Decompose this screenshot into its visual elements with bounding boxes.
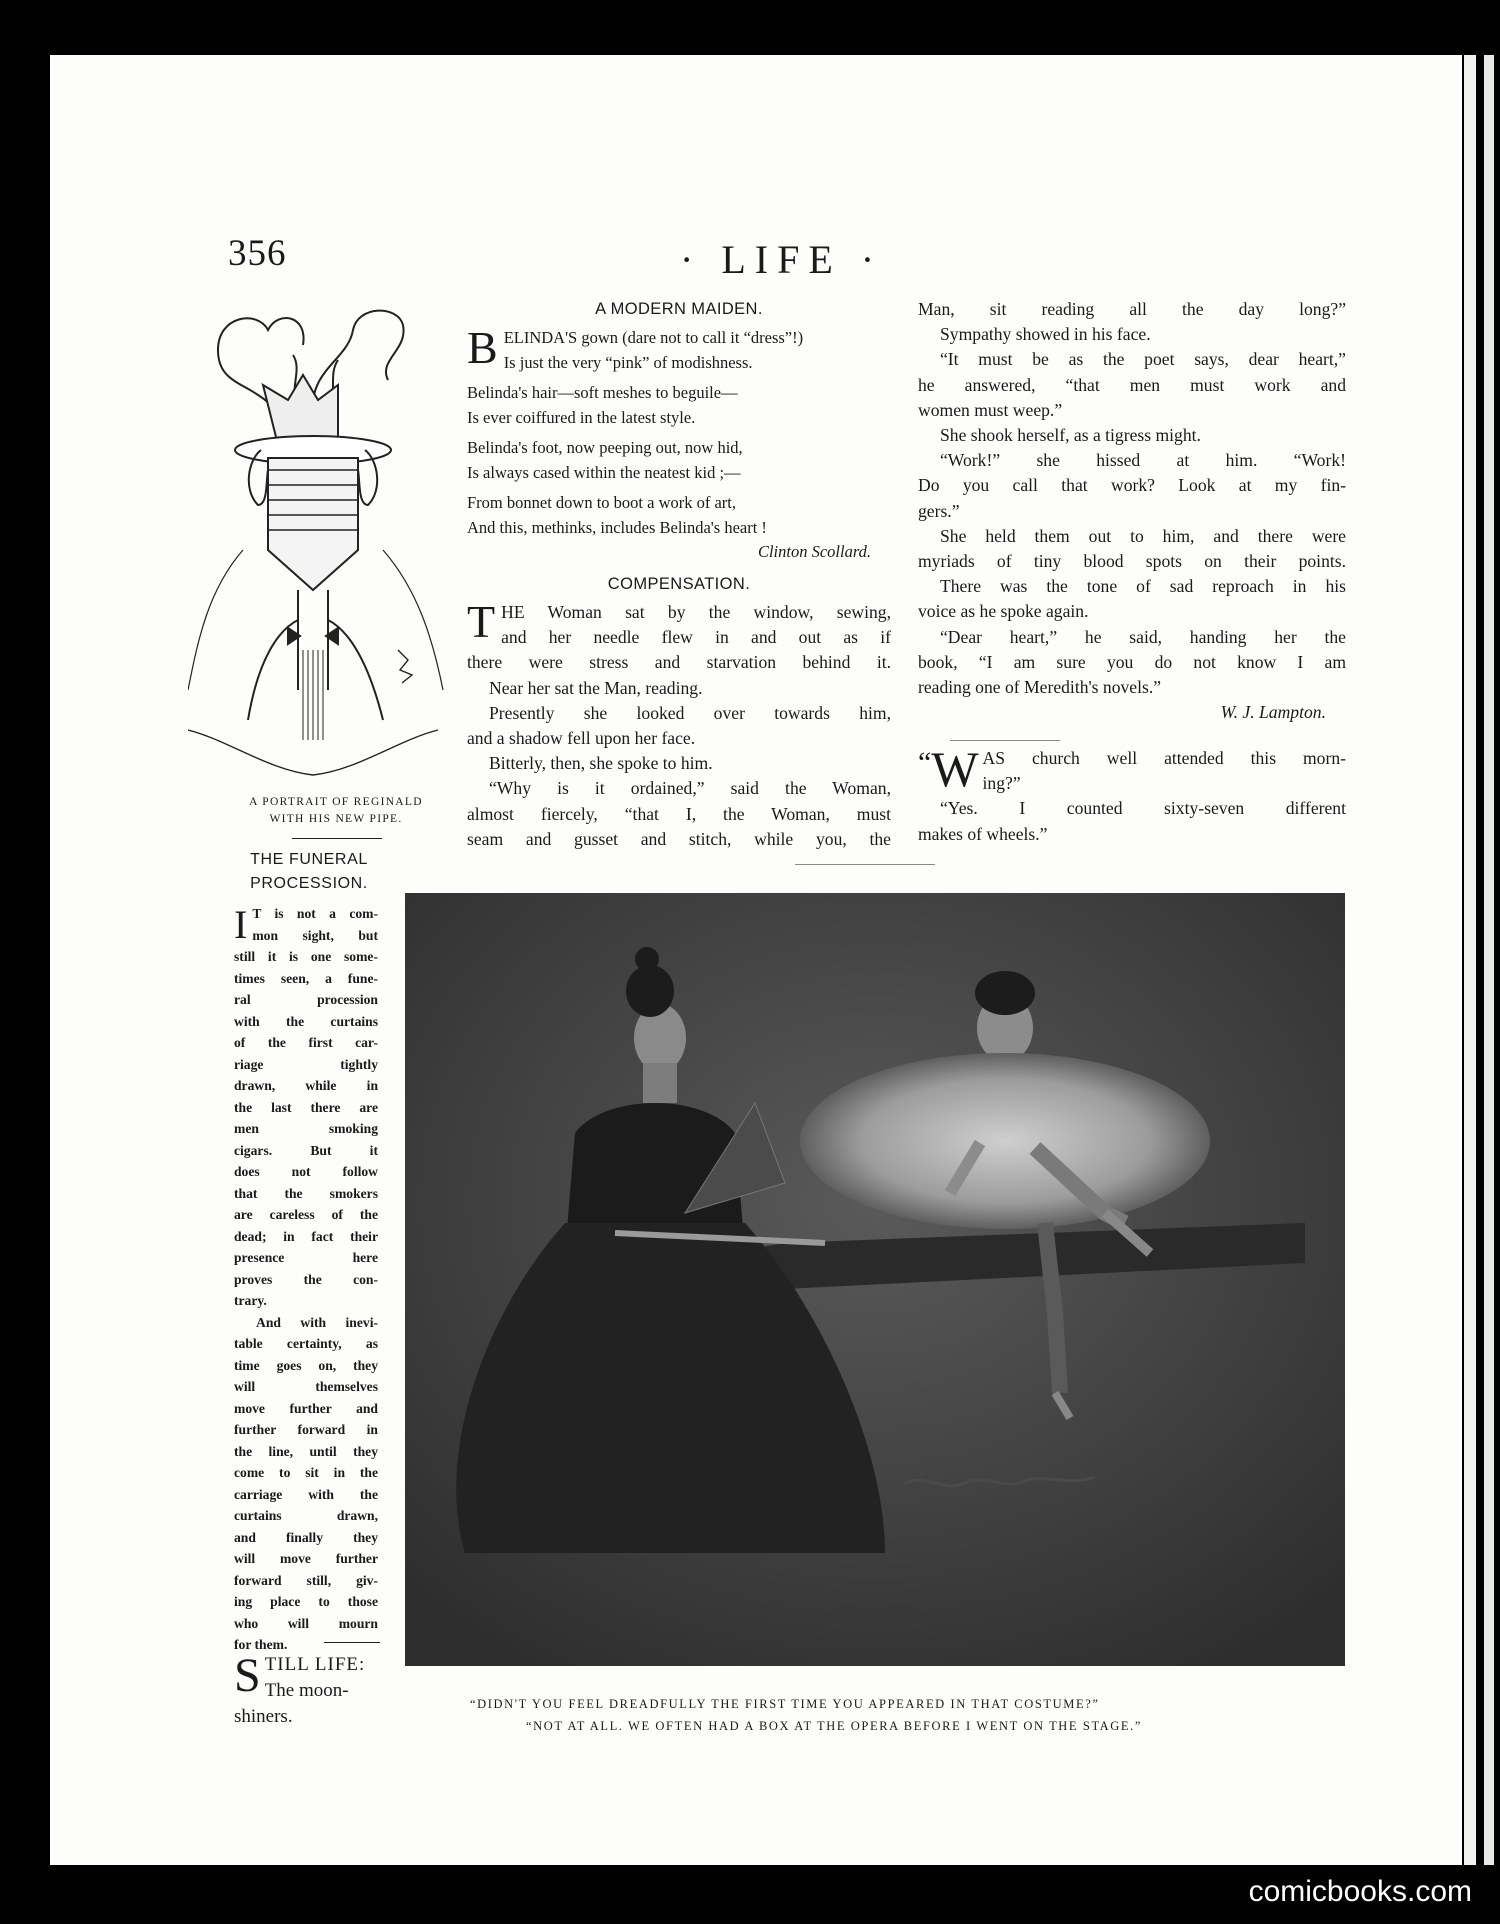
drop-cap: I	[234, 902, 248, 947]
masthead: · LIFE ·	[680, 237, 884, 282]
maiden-author: Clinton Scollard.	[757, 542, 871, 561]
compensation-title: COMPENSATION.	[607, 575, 751, 593]
drop-cap: S	[234, 1649, 261, 1702]
reginald-caption: A PORTRAIT OF REGINALD WITH HIS NEW PIPE.	[249, 796, 423, 825]
modern-maiden-poem: B ELINDA'S gown (dare not to call it “dress”!) Is just the very “pink” of modishness. Belinda's hair—soft meshes to beguile— Is ever coiffured in the latest style. Belinda's foot, now peeping out, now hid, Is always cased within the neatest kid ;— From bonnet down to boot a work of art, And this, methinks, includes Belinda's heart ! Clinton Scollard.	[467, 326, 891, 565]
divider	[292, 838, 382, 839]
funeral-article: I T is not a com- mon sight, but still it is one some- times seen, a fune- ral procession with the curtains of the first car- riage tightly drawn, while in the last there are men smoking cigars. But it does not follow that the smokers are careless of the dead; in fact their presence here proves the con- trary. And with inevi- table certainty, as time goes on, they will themselves move further and further forward in the line, until they come to sit in the carriage with the curtains drawn, and finally they will move further forward still, giv- ing place to those who will mourn for them.	[234, 902, 378, 1652]
compensation-col1: T HE Woman sat by the window, sewing, and her needle flew in and out as if there were stress and starvation behind it. Near her sat the Man, reading. Presently she looked over towards him, and a shadow fell upon her face. Bitterly, then, she spoke to him. “Why is it ordained,” said the Woman, almost fiercely, “that I, the Woman, must seam and gusset and stitch, while you, the	[467, 596, 891, 849]
compensation-col2: Man, sit reading all the day long?” Sympathy showed in his face. “It must be as the poet says, dear heart,” he answered, “that men must work and women must weep.” She shook herself, as a tigress might. “Work!” she hissed at him. “Work! Do you call that work? Look at my fin- gers.” She held them out to him, and there were myriads of tiny blood spots on their points. There was the tone of sad reproach in his voice as he spoke again. “Dear heart,” he said, handing her the book, “I am sure you do not know I am reading one of Meredith's novels.” W. J. Lampton.	[918, 297, 1346, 725]
reginald-illustration	[188, 300, 448, 790]
divider	[795, 864, 935, 865]
photo-caption	[470, 1693, 1350, 1737]
watermark: comicbooks.com	[1248, 1875, 1472, 1908]
compensation-author: W. J. Lampton.	[1220, 702, 1326, 723]
modern-maiden-title: A MODERN MAIDEN.	[595, 300, 763, 318]
drop-cap: W	[931, 741, 979, 797]
facing-page-edge	[1462, 55, 1500, 1865]
drop-cap: T	[467, 596, 496, 647]
photo-caption-question: “DIDN'T YOU FEEL DREADFULLY THE FIRST TIME YOU APPEARED IN THAT COSTUME?”	[470, 1697, 1100, 1711]
still-life-joke: S TILL LIFE: The moon- shiners.	[234, 1649, 366, 1727]
church-joke: “ W AS church well attended this morn- ing?” “Yes. I counted sixty-seven different makes of wheels.”	[918, 741, 1346, 844]
drop-cap: B	[467, 322, 498, 373]
page-number: 356	[228, 233, 287, 274]
photo-caption-answer: “NOT AT ALL. WE OFTEN HAD A BOX AT THE OPERA BEFORE I WENT ON THE STAGE.”	[526, 1719, 1143, 1733]
divider	[324, 1642, 380, 1643]
funeral-title: THE FUNERAL PROCESSION.	[250, 851, 368, 892]
dancers-photograph	[405, 893, 1345, 1666]
